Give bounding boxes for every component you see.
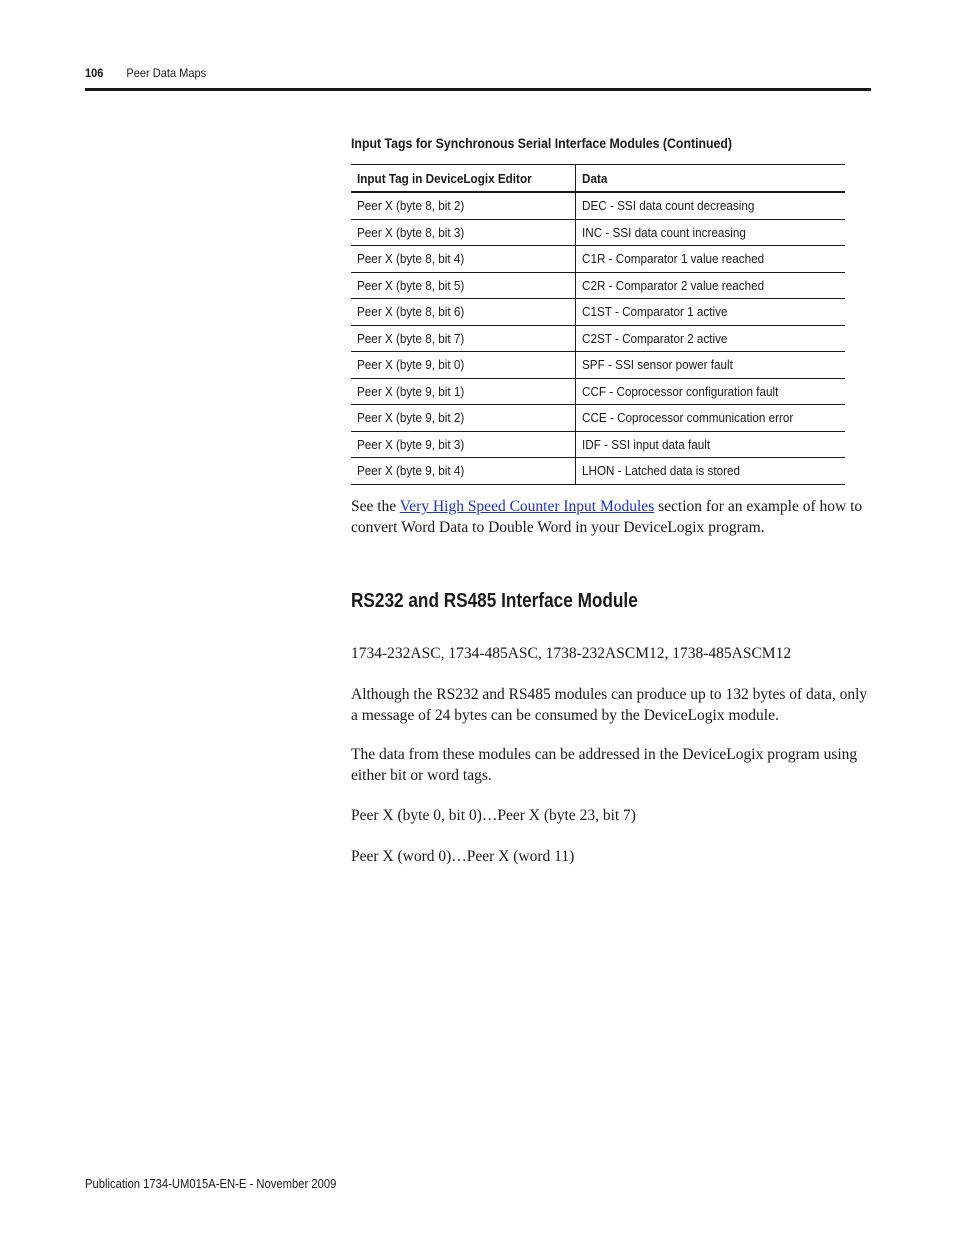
data-cell: C1ST - Comparator 1 active [576, 299, 846, 326]
header-section-name: Peer Data Maps [126, 66, 207, 80]
note-prefix: See the [351, 498, 400, 515]
table-row [351, 352, 845, 379]
table-row [351, 246, 845, 273]
data-cell: C2R - Comparator 2 value reached [576, 272, 846, 299]
data-cell: C1R - Comparator 1 value reached [576, 246, 846, 273]
table-title: Input Tags for Synchronous Serial Interface Modules (Continued) [351, 135, 733, 151]
paragraph-data-size: Although the RS232 and RS485 modules can produce up to 132 bytes of data, only a message of 24 bytes can be consumed by the DeviceLogix module. [351, 686, 868, 724]
data-cell: CCE - Coprocessor communication error [576, 405, 846, 432]
page-header [85, 64, 808, 84]
table-row [351, 378, 845, 405]
data-cell: CCF - Coprocessor configuration fault [576, 378, 846, 405]
input-tag-cell: Peer X (byte 9, bit 1) [351, 378, 576, 405]
data-cell: DEC - SSI data count decreasing [576, 192, 846, 219]
data-cell: LHON - Latched data is stored [576, 458, 846, 485]
table-row [351, 219, 845, 246]
bit-tag-range: Peer X (byte 0, bit 0)…Peer X (byte 23, bit 7) [351, 807, 636, 824]
input-tag-cell: Peer X (byte 9, bit 0) [351, 352, 576, 379]
table-row [351, 272, 845, 299]
input-tag-cell: Peer X (byte 9, bit 2) [351, 405, 576, 432]
input-tag-cell: Peer X (byte 8, bit 6) [351, 299, 576, 326]
input-tag-cell: Peer X (byte 8, bit 4) [351, 246, 576, 273]
table-header-row [351, 165, 845, 193]
word-tag-range: Peer X (word 0)…Peer X (word 11) [351, 848, 575, 865]
input-tag-cell: Peer X (byte 8, bit 5) [351, 272, 576, 299]
page-footer: Publication 1734-UM015A-EN-E - November 2009 [85, 1177, 337, 1191]
table-row [351, 192, 845, 219]
input-tag-cell: Peer X (byte 9, bit 4) [351, 458, 576, 485]
data-cell: IDF - SSI input data fault [576, 431, 846, 458]
input-tag-cell: Peer X (byte 9, bit 3) [351, 431, 576, 458]
note-paragraph [351, 497, 871, 538]
table-row [351, 458, 845, 485]
input-tag-cell: Peer X (byte 8, bit 3) [351, 219, 576, 246]
section-heading: RS232 and RS485 Interface Module [351, 590, 638, 612]
data-cell: SPF - SSI sensor power fault [576, 352, 846, 379]
table-row [351, 405, 845, 432]
page-number: 106 [85, 66, 104, 80]
paragraph-addressing: The data from these modules can be addressed in the DeviceLogix program using either bit or word tags. [351, 746, 858, 784]
data-cell: C2ST - Comparator 2 active [576, 325, 846, 352]
vhsc-section-link[interactable]: Very High Speed Counter Input Modules [399, 498, 655, 515]
data-cell: INC - SSI data count increasing [576, 219, 846, 246]
column-header-input-tag: Input Tag in DeviceLogix Editor [351, 165, 576, 193]
input-tags-table [351, 164, 845, 485]
input-tag-cell: Peer X (byte 8, bit 2) [351, 192, 576, 219]
note-suffix: section for an example of how to convert Word Data to Double Word in your DeviceLogix program. [351, 498, 863, 536]
table-row [351, 325, 845, 352]
input-tag-cell: Peer X (byte 8, bit 7) [351, 325, 576, 352]
column-header-data: Data [576, 165, 846, 193]
catalog-numbers: 1734-232ASC, 1734-485ASC, 1738-232ASCM12, 1738-485ASCM12 [351, 645, 792, 662]
table-row [351, 431, 845, 458]
header-rule [85, 88, 871, 91]
table-row [351, 299, 845, 326]
